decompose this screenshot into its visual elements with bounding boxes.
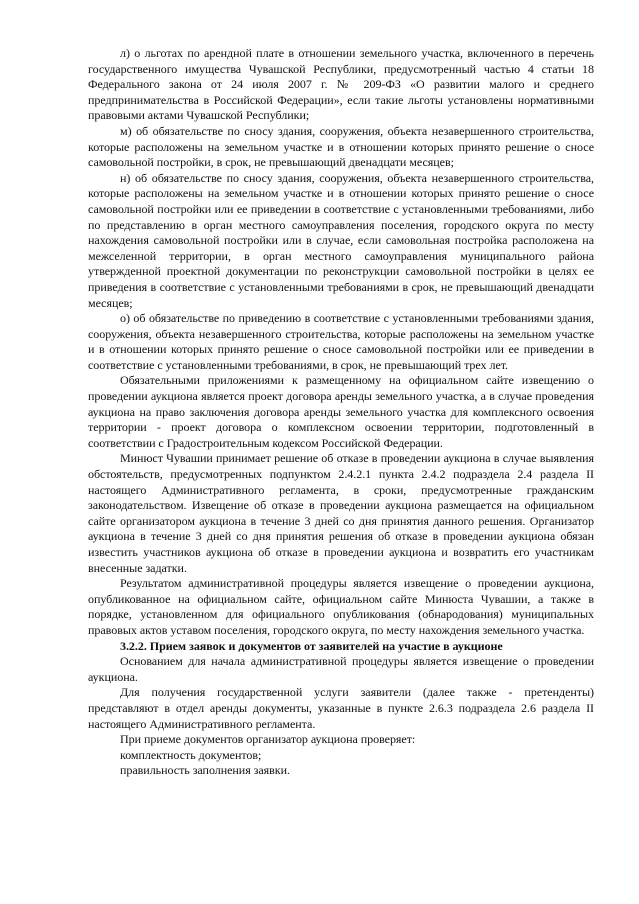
paragraph-checks-intro: При приеме документов организатор аукциона проверяет: [120,732,416,747]
paragraph-basis: Основанием для начала административной процедуры является извещение о проведении аукциона. [88,654,594,684]
paragraph-applicants-submit: Для получения государственной услуги заявители (далее также - претенденты) представляют в отдел аренды документы, указанные в пункте 2.6.3 подраздела 2.6 раздела II настоящего Административного регламента. [88,685,594,731]
paragraph-mandatory-attachments: Обязательными приложениями к размещенному на официальном сайте извещению о проведении аукциона является проект договора аренды земельного участка, а в случае проведения аукциона на право заключения договора аренды земельного участка для комплексного освоения территории - проект договора о комплексном освоении территории, подготовленный в соответствии с Градостроительным кодексом Российской Федерации. [88,373,594,450]
section-heading-3-2-2: 3.2.2. Прием заявок и документов от заявителей на участие в аукционе [120,638,503,653]
paragraph-check-correctness: правильность заполнения заявки. [120,763,290,778]
paragraph-item-o: о) об обязательстве по приведению в соответствие с установленными требованиями здания, сооружения, объекта незавершенного строительства, которые расположены на земельном участке и в отношении которых принято решение о сносе самовольной постройки или ее приведении в соответствие с установленными требованиями, в срок, не превышающий трех лет. [88,311,594,372]
paragraph-item-m: м) об обязательстве по сносу здания, сооружения, объекта незавершенного строительства, которые расположены на земельном участке и в отношении которых принято решение о сносе самовольной постройки, в срок, не превышающий двенадцати месяцев; [88,123,594,170]
paragraph-procedure-result: Результатом административной процедуры является извещение о проведении аукциона, опубликованное на официальном сайте, официальном сайте Минюста Чувашии, а также в порядке, установленном для официального опубликования (обнародования) муниципальных правовых актов уставом поселения, городского округа, по месту нахождения земельного участка. [88,576,594,637]
paragraph-item-l: л) о льготах по арендной плате в отношении земельного участка, включенного в перечень государственного имущества Чувашской Республики, предусмотренный частью 4 статьи 18 Федерального закона от 24 июля 2007 г. № 209-ФЗ «О развитии малого и среднего предпринимательства в Российской Федерации», если такие льготы установлены нормативными правовыми актами Чувашской Республики; [88,46,594,123]
paragraph-item-n: н) об обязательстве по сносу здания, сооружения, объекта незавершенного строительства, которые расположены на земельном участке и в отношении которых принято решение о сносе самовольной постройки или ее приведении в соответствие с установленными требованиями, либо по представлению в орган местного самоуправления поселения, городского округа по месту нахождения самовольной постройки или в случае, если самовольная постройка расположена на межселенной территории, в орган местного самоуправления муниципального района утвержденной проектной документации по реконструкции самовольной постройки в целях ее приведения в соответствие с установленными требованиями в срок, не превышающий двенадцати месяцев; [88,170,594,310]
paragraph-check-completeness: комплектность документов; [120,747,262,762]
document-page [88,46,594,779]
paragraph-refusal-decision: Минюст Чувашии принимает решение об отказе в проведении аукциона в случае выявления обстоятельств, предусмотренных подпунктом 2.4.2.1 пункта 2.4.2 подраздела 2.4 раздела II настоящего Административного регламента, в сроки, предусмотренные гражданским законодательством. Извещение об отказе в проведении аукциона размещается на официальном сайте организатором аукциона в течение 3 дней со дня принятия данного решения. Организатор аукциона в течение 3 дней со дня принятия решения об отказе в проведении аукциона обязан известить участников аукциона об отказе в проведении аукциона и возвратить его участникам внесенные задатки. [88,451,594,575]
